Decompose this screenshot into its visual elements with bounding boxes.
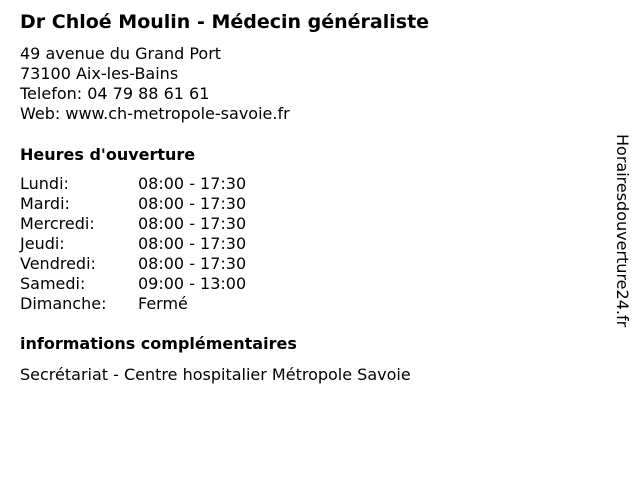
website-link[interactable]: Web: www.ch-metropole-savoie.fr — [20, 104, 290, 123]
time-value: 08:00 - 17:30 — [138, 214, 247, 233]
day-label: Vendredi: — [20, 254, 96, 273]
opening-hours-table — [20, 174, 246, 314]
day-label: Jeudi: — [20, 234, 65, 253]
address-street: 49 avenue du Grand Port — [20, 44, 222, 63]
phone-number: Telefon: 04 79 88 61 61 — [20, 84, 210, 103]
address-city: 73100 Aix-les-Bains — [20, 64, 179, 83]
time-value: 09:00 - 13:00 — [138, 274, 247, 293]
day-label: Dimanche: — [20, 294, 107, 313]
hours-row-lundi — [20, 174, 246, 194]
time-value: 08:00 - 17:30 — [138, 194, 247, 213]
page-title: Dr Chloé Moulin - Médecin généraliste — [20, 11, 430, 33]
hours-row-mardi — [20, 194, 246, 214]
day-label: Lundi: — [20, 174, 69, 193]
site-watermark: Horairesdouverture24.fr — [613, 134, 632, 328]
hours-row-jeudi — [20, 234, 246, 254]
hours-row-dimanche — [20, 294, 246, 314]
hours-row-mercredi — [20, 214, 246, 234]
additional-info-text: Secrétariat - Centre hospitalier Métropole Savoie — [20, 365, 411, 384]
time-value: 08:00 - 17:30 — [138, 174, 247, 193]
opening-hours-heading: Heures d'ouverture — [20, 145, 196, 164]
hours-row-vendredi — [20, 254, 246, 274]
day-label: Mardi: — [20, 194, 70, 213]
hours-row-samedi — [20, 274, 246, 294]
time-value: 08:00 - 17:30 — [138, 254, 247, 273]
day-label: Mercredi: — [20, 214, 95, 233]
address-block — [20, 44, 290, 124]
time-value: Fermé — [138, 294, 188, 313]
day-label: Samedi: — [20, 274, 86, 293]
time-value: 08:00 - 17:30 — [138, 234, 247, 253]
additional-info-heading: informations complémentaires — [20, 334, 297, 353]
